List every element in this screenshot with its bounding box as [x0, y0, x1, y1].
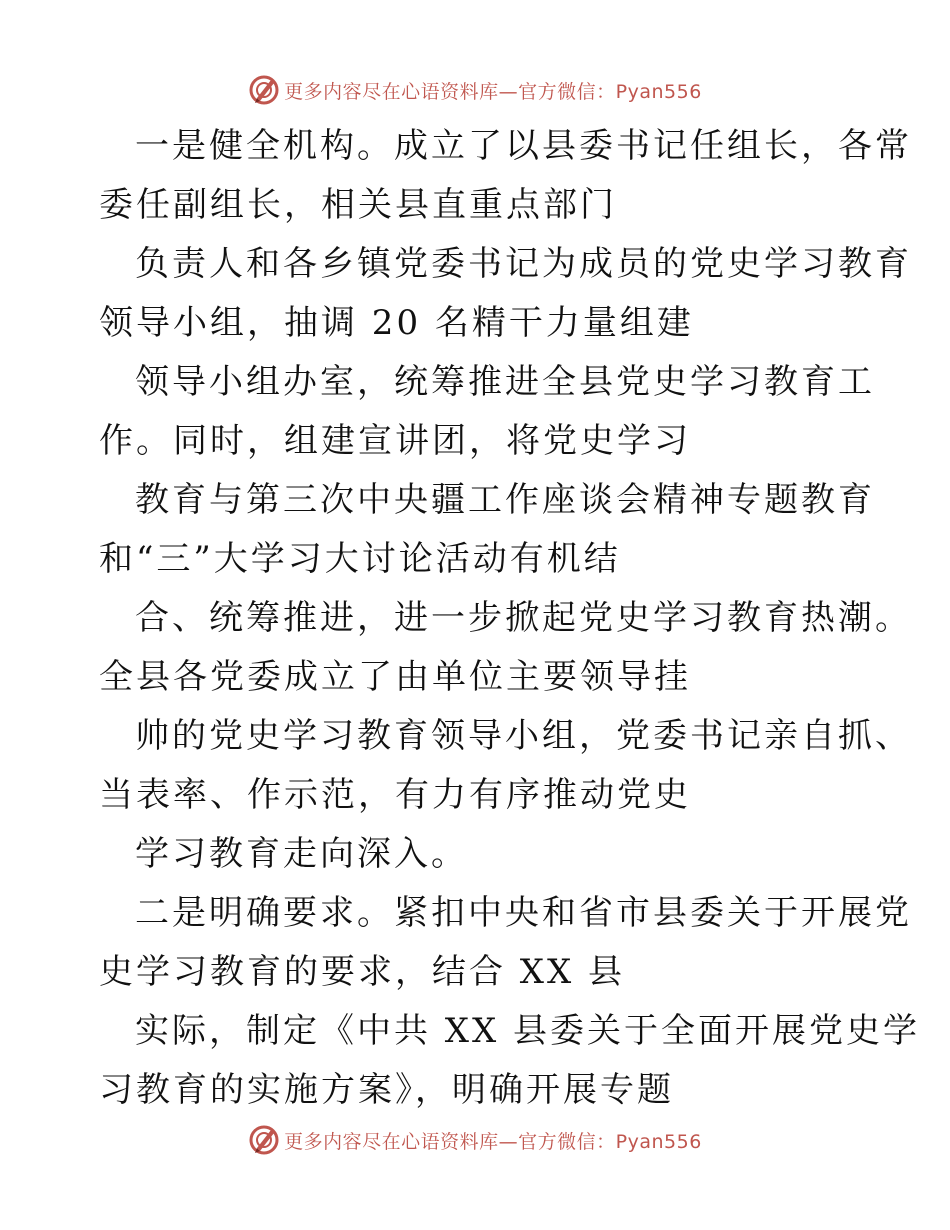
pen-logo-icon: [248, 74, 280, 106]
text-line: 合、统筹推进，进一步掀起党史学习教育热潮。: [135, 598, 912, 638]
text-line: 一是健全机构。成立了以县委书记任组长，各常: [135, 126, 912, 166]
text-line: 帅的党史学习教育领导小组，党委书记亲自抓、: [135, 716, 912, 756]
text-line: 实际，制定《中共 XX 县委关于全面开展党史学: [135, 1011, 921, 1051]
text-line: 和“三”大学习大讨论活动有机结: [99, 539, 621, 579]
pen-logo-icon: [248, 1124, 280, 1156]
text-line: 二是明确要求。紧扣中央和省市县委关于开展党: [135, 893, 912, 933]
watermark-header: [0, 70, 950, 110]
text-line: 全县各党委成立了由单位主要领导挂: [99, 657, 691, 697]
text-line: 领导小组，抽调 20 名精干力量组建: [99, 303, 694, 343]
text-line: 负责人和各乡镇党委书记为成员的党史学习教育: [135, 244, 912, 284]
text-line: 教育与第三次中央疆工作座谈会精神专题教育: [135, 480, 875, 520]
watermark-footer: [0, 1120, 950, 1160]
text-line: 习教育的实施方案》，明确开展专题: [99, 1070, 674, 1110]
watermark-text-top: 更多内容尽在心语资料库—官方微信：Pyan556: [284, 80, 702, 103]
text-line: 委任副组长，相关县直重点部门: [99, 185, 617, 225]
text-line: 当表率、作示范，有力有序推动党史: [99, 775, 691, 815]
watermark-text-bottom: 更多内容尽在心语资料库—官方微信：Pyan556: [284, 1130, 702, 1153]
text-line: 领导小组办室，统筹推进全县党史学习教育工: [135, 362, 875, 402]
text-line: 作。同时，组建宣讲团，将党史学习: [99, 421, 691, 461]
text-line: 学习教育走向深入。: [135, 834, 468, 874]
text-line: 史学习教育的要求，结合 XX 县: [99, 952, 626, 992]
